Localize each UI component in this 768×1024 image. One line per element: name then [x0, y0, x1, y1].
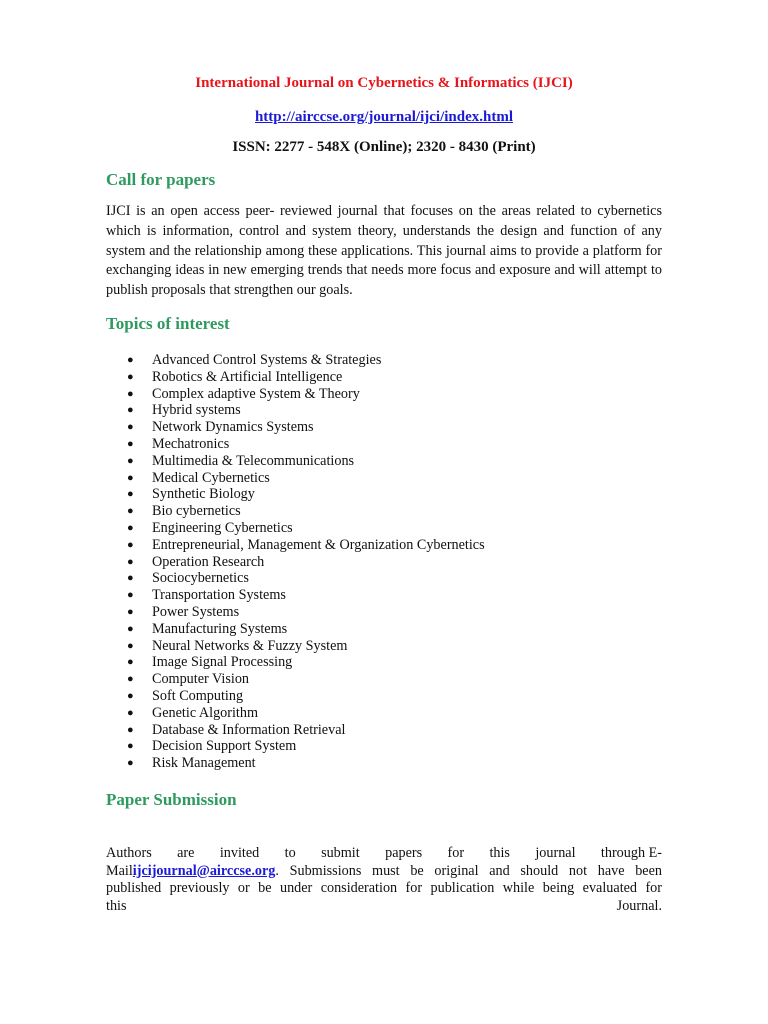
bullet-icon: ● — [127, 454, 134, 467]
bullet-icon: ● — [127, 521, 134, 534]
topic-label: Genetic Algorithm — [152, 704, 258, 721]
submission-line-3: published previously or be under consideration for publication while being evaluated for — [106, 880, 662, 896]
topic-label: Transportation Systems — [152, 587, 286, 604]
topic-item — [106, 537, 666, 554]
topic-item — [106, 638, 666, 655]
topic-label: Soft Computing — [152, 687, 244, 704]
topic-item — [106, 352, 666, 369]
submission-mail-prefix: Mail — [106, 862, 133, 879]
topic-item — [106, 503, 666, 520]
submission-word: papers — [385, 845, 423, 861]
topic-item — [106, 587, 666, 604]
topic-label: Bio cybernetics — [152, 503, 241, 520]
topic-item — [106, 722, 666, 739]
topic-item — [106, 688, 666, 705]
bullet-icon: ● — [127, 673, 134, 686]
bullet-icon: ● — [127, 488, 134, 501]
topic-item — [106, 654, 666, 671]
topic-label: Computer Vision — [152, 671, 250, 688]
topic-label: Complex adaptive System & Theory — [152, 385, 360, 402]
bullet-icon: ● — [127, 505, 134, 518]
bullet-icon: ● — [127, 706, 134, 719]
submission-line-4 — [106, 898, 662, 916]
topic-label: Synthetic Biology — [152, 486, 255, 503]
bullet-icon: ● — [127, 421, 134, 434]
topic-item — [106, 705, 666, 722]
call-for-papers-heading: Call for papers — [106, 170, 216, 189]
topic-item — [106, 621, 666, 638]
bullet-icon: ● — [127, 656, 134, 669]
topic-label: Database & Information Retrieval — [152, 721, 346, 738]
journal-url-line — [0, 108, 768, 126]
topic-item — [106, 755, 666, 772]
bullet-icon: ● — [127, 639, 134, 652]
topic-item — [106, 436, 666, 453]
topic-label: Image Signal Processing — [152, 654, 293, 671]
topic-label: Power Systems — [152, 603, 240, 620]
topic-label: Hybrid systems — [152, 402, 241, 419]
topic-item — [106, 369, 666, 386]
topic-item — [106, 486, 666, 503]
submission-word: this — [489, 845, 510, 861]
topic-label: Manufacturing Systems — [152, 620, 288, 637]
topic-label: Operation Research — [152, 553, 265, 570]
bullet-icon: ● — [127, 370, 134, 383]
submission-word: invited — [219, 845, 260, 861]
issn-line: ISSN: 2277 - 548X (Online); 2320 - 8430 (Print) — [232, 139, 536, 155]
journal-url-link[interactable]: http://airccse.org/journal/ijci/index.html — [254, 109, 514, 125]
submission-word: submit — [321, 845, 360, 861]
bullet-icon: ● — [127, 689, 134, 702]
paper-submission-heading: Paper Submission — [106, 790, 237, 809]
submission-word: Authors — [106, 845, 152, 861]
topic-item — [106, 419, 666, 436]
bullet-icon: ● — [127, 354, 134, 366]
topic-label: Neural Networks & Fuzzy System — [152, 637, 348, 654]
topics-heading: Topics of interest — [106, 314, 230, 333]
topic-item — [106, 470, 666, 487]
intro-paragraph: IJCI is an open access peer- reviewed journal that focuses on the areas related to cybernetics which is information, control and system theory, understands the design and function of any system and the relationship among these applications. This journal aims to provide a platform for exchanging ideas in new emerging trends that needs more focus and exposure and will attempt to publish proposals that strengthen our goals. — [106, 203, 662, 299]
submission-line-1 — [106, 845, 662, 863]
topic-label: Mechatronics — [152, 435, 230, 452]
topic-item — [106, 604, 666, 621]
topic-item — [106, 520, 666, 537]
topic-item — [106, 671, 666, 688]
bullet-icon: ● — [127, 572, 134, 585]
topic-label: Robotics & Artificial Intelligence — [152, 368, 343, 385]
bullet-icon: ● — [127, 387, 134, 400]
topic-label: Decision Support System — [152, 738, 297, 755]
bullet-icon: ● — [127, 589, 134, 602]
bullet-icon: ● — [127, 404, 134, 417]
submission-word: are — [177, 845, 195, 861]
topic-label: Advanced Control Systems & Strategies — [152, 352, 382, 368]
bullet-icon: ● — [127, 740, 134, 753]
submission-paragraph — [106, 845, 662, 915]
topic-item — [106, 386, 666, 403]
topic-item — [106, 402, 666, 419]
submission-line-4-right: Journal. — [616, 897, 662, 914]
submission-email-link[interactable]: ijcijournal@airccse.org — [132, 862, 276, 879]
submission-line-4-left: this — [106, 897, 127, 914]
topic-label: Entrepreneurial, Management & Organization Cybernetics — [152, 536, 485, 553]
topic-label: Medical Cybernetics — [152, 469, 270, 486]
journal-title: International Journal on Cybernetics & Informatics (IJCI) — [195, 75, 573, 91]
topic-item — [106, 738, 666, 755]
submission-word: for — [447, 845, 465, 861]
bullet-icon: ● — [127, 723, 134, 736]
bullet-icon: ● — [127, 471, 134, 484]
bullet-icon: ● — [127, 622, 134, 635]
bullet-icon: ● — [127, 605, 134, 618]
submission-line-2 — [106, 863, 662, 881]
submission-word: journal — [535, 845, 576, 861]
submission-line-2-text: . Submissions must be original and should not have been — [275, 862, 662, 879]
topic-item — [106, 453, 666, 470]
bullet-icon: ● — [127, 437, 134, 450]
submission-word: to — [284, 845, 296, 861]
topic-label: Risk Management — [152, 755, 256, 772]
bullet-icon: ● — [127, 555, 134, 568]
topic-label: Multimedia & Telecommunications — [152, 452, 355, 469]
topic-item — [106, 570, 666, 587]
topics-list — [106, 352, 666, 772]
submission-word: through E- — [600, 845, 662, 861]
topic-label: Network Dynamics Systems — [152, 419, 314, 436]
topic-item — [106, 554, 666, 571]
bullet-icon: ● — [127, 757, 134, 770]
topic-label: Engineering Cybernetics — [152, 519, 293, 536]
topic-label: Sociocybernetics — [152, 570, 249, 587]
bullet-icon: ● — [127, 538, 134, 551]
